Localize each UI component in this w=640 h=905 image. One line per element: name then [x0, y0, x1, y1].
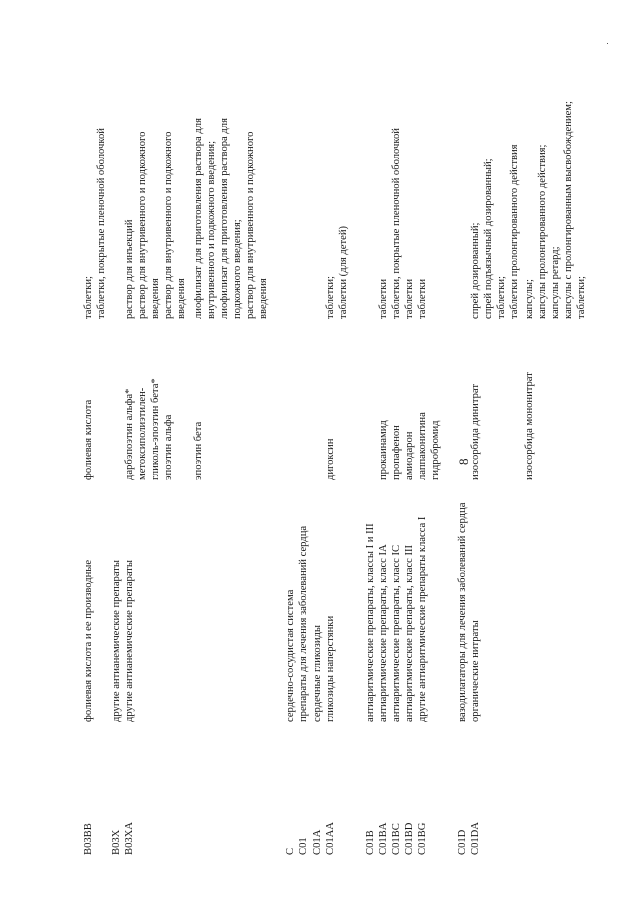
table-row: [245, 0, 256, 855]
table-row: [338, 0, 349, 855]
group-cell: антиаритмические препараты, классы I и III: [365, 523, 376, 722]
page-number: 8: [456, 458, 471, 465]
table-row: [325, 0, 336, 855]
table-row: [524, 0, 535, 855]
drug-cell: дарбэпоэтин альфа*: [124, 388, 135, 480]
table-row: [258, 0, 269, 855]
group-cell: вазодилататоры для лечения заболеваний сердца: [457, 502, 468, 722]
table-row: [312, 0, 323, 855]
form-cell: капсулы с пролонгированным высвобождением;: [563, 101, 574, 319]
table-row: [285, 0, 296, 855]
group-cell: другие антианемические препараты: [111, 560, 122, 722]
drug-cell: дигоксин: [325, 438, 336, 480]
table-row: [206, 0, 217, 855]
form-cell: внутривенного и подкожного введения;: [206, 140, 217, 319]
table-row: [496, 0, 507, 855]
code-cell: C01: [298, 837, 309, 855]
code-cell: C01AA: [325, 822, 336, 855]
drug-cell: прокаинамид: [378, 420, 389, 480]
group-cell: сердечные гликозиды: [312, 624, 323, 722]
drug-cell: эпоэтин альфа: [163, 414, 174, 480]
code-cell: C01B: [365, 830, 376, 855]
table-row: [404, 0, 415, 855]
code-cell: C01DA: [470, 822, 481, 855]
drug-cell: гликоль-эпоэтин бета*: [150, 378, 161, 480]
table-row: [137, 0, 148, 855]
code-cell: C01BA: [378, 822, 389, 855]
drug-cell: лаппаконитина: [417, 412, 428, 480]
drug-cell: метоксиполиэтилен-: [137, 387, 148, 480]
code-cell: C01D: [457, 829, 468, 855]
code-cell: C01BG: [417, 822, 428, 855]
drug-cell: амиодарон: [404, 431, 415, 480]
form-cell: введения: [258, 278, 269, 319]
table-row: [457, 0, 468, 855]
form-cell: раствор для инъекций: [124, 219, 135, 319]
table-row: [163, 0, 174, 855]
drug-cell: пропафенон: [391, 425, 402, 480]
form-cell: таблетки: [404, 278, 415, 319]
group-cell: сердечно-сосудистая система: [285, 589, 296, 722]
table-row: [219, 0, 230, 855]
form-cell: таблетки: [378, 278, 389, 319]
table-row: [509, 0, 520, 855]
form-cell: таблетки, покрытые пленочной оболочкой: [391, 128, 402, 319]
group-cell: другие антианемические препараты: [124, 560, 135, 722]
scan-speck: [607, 43, 608, 44]
form-cell: раствор для внутривенного и подкожного: [137, 131, 148, 319]
group-cell: антиаритмические препараты, класс IA: [378, 544, 389, 722]
code-cell: C01A: [312, 829, 323, 855]
form-cell: таблетки (для детей): [338, 225, 349, 319]
table-row: [537, 0, 548, 855]
form-cell: таблетки, покрытые пленочной оболочкой: [96, 128, 107, 319]
form-cell: введения: [150, 278, 161, 319]
table-row: [550, 0, 561, 855]
table-row: [83, 0, 94, 855]
table-row: [124, 0, 135, 855]
group-cell: антиаритмические препараты, класс III: [404, 544, 415, 722]
form-cell: таблетки;: [325, 276, 336, 319]
table-row: [232, 0, 243, 855]
table-row: [378, 0, 389, 855]
table-row: [176, 0, 187, 855]
group-cell: фолиевая кислота и ее производные: [83, 559, 94, 722]
drug-cell: гидробромид: [430, 420, 441, 480]
form-cell: введения: [176, 278, 187, 319]
table-row: [576, 0, 587, 855]
code-cell: B03X: [111, 829, 122, 855]
form-cell: капсулы пролонгированного действия;: [537, 144, 548, 319]
group-cell: органические нитраты: [470, 620, 481, 722]
form-cell: спрей подъязычный дозированный;: [483, 158, 494, 319]
form-cell: таблетки: [417, 278, 428, 319]
form-cell: таблетки;: [496, 276, 507, 319]
code-cell: B03XA: [124, 822, 135, 855]
form-cell: лиофилизат для приготовления раствора для: [219, 118, 230, 319]
form-cell: спрей дозированный;: [470, 222, 481, 319]
code-cell: C01BD: [404, 822, 415, 855]
form-cell: раствор для внутривенного и подкожного: [245, 131, 256, 319]
table-row: [150, 0, 161, 855]
table-row: [417, 0, 428, 855]
drug-cell: изосорбида мононитрат: [524, 372, 535, 480]
table-row: [430, 0, 441, 855]
group-cell: гликозиды наперстянки: [325, 615, 336, 722]
drug-cell: эпоэтин бета: [193, 421, 204, 480]
code-cell: B03BB: [83, 823, 94, 855]
form-cell: капсулы;: [524, 279, 535, 319]
table-row: [483, 0, 494, 855]
table-row: [391, 0, 402, 855]
form-cell: капсулы ретард;: [550, 246, 561, 319]
table-row: [470, 0, 481, 855]
table-row: [193, 0, 204, 855]
table-row: [365, 0, 376, 855]
table-row: [111, 0, 122, 855]
table-row: [298, 0, 309, 855]
table-row: [96, 0, 107, 855]
drug-cell: изосорбида динитрат: [470, 384, 481, 480]
form-cell: раствор для внутривенного и подкожного: [163, 131, 174, 319]
form-cell: таблетки пролонгированного действия: [509, 144, 520, 319]
code-cell: C: [285, 847, 296, 855]
drug-cell: фолиевая кислота: [83, 399, 94, 480]
group-cell: препараты для лечения заболеваний сердца: [298, 525, 309, 722]
code-cell: C01BC: [391, 823, 402, 855]
group-cell: антиаритмические препараты, класс IC: [391, 544, 402, 722]
group-cell: другие антиаритмические препараты класса I: [417, 516, 428, 722]
table-row: [563, 0, 574, 855]
form-cell: лиофилизат для приготовления раствора для: [193, 118, 204, 319]
form-cell: таблетки;: [83, 276, 94, 319]
form-cell: подкожного введения;: [232, 219, 243, 319]
form-cell: таблетки;: [576, 276, 587, 319]
